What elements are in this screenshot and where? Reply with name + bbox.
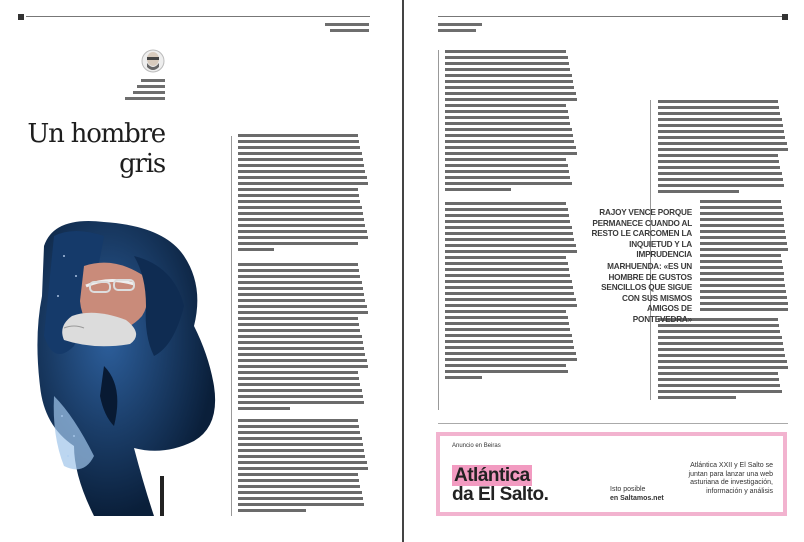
article-title xyxy=(27,119,165,179)
text-line xyxy=(238,242,358,245)
title-line: gris xyxy=(119,149,165,179)
text-line xyxy=(445,146,576,149)
text-line xyxy=(445,376,482,379)
author-role xyxy=(125,97,165,100)
text-line xyxy=(238,461,367,464)
text-line xyxy=(445,352,576,355)
text-line xyxy=(700,200,781,203)
text-line xyxy=(658,136,785,139)
text-line xyxy=(658,348,784,351)
text-line xyxy=(238,401,364,404)
text-line xyxy=(238,449,364,452)
text-line xyxy=(238,224,365,227)
text-line xyxy=(445,328,570,331)
text-line xyxy=(238,134,358,137)
text-line xyxy=(238,503,364,506)
text-line xyxy=(238,425,359,428)
text-line xyxy=(445,316,568,319)
text-line xyxy=(658,342,783,345)
text-line xyxy=(658,384,780,387)
text-line xyxy=(238,407,290,410)
text-line xyxy=(238,170,365,173)
text-line xyxy=(658,190,739,193)
text-line xyxy=(445,220,570,223)
text-line xyxy=(238,371,358,374)
text-line xyxy=(238,395,363,398)
text-line xyxy=(238,287,363,290)
page-spine xyxy=(402,0,404,542)
page-marker xyxy=(782,14,788,20)
author-name xyxy=(141,79,165,82)
text-line xyxy=(445,310,566,313)
text-line xyxy=(238,383,360,386)
text-line xyxy=(658,154,778,157)
text-line xyxy=(238,365,368,368)
text-line xyxy=(445,134,573,137)
text-line xyxy=(445,128,572,131)
text-line xyxy=(238,317,358,320)
text-line xyxy=(238,341,363,344)
text-line xyxy=(658,148,788,151)
text-line xyxy=(238,419,358,422)
text-line xyxy=(445,340,573,343)
text-line xyxy=(445,226,572,229)
author-avatar xyxy=(141,49,165,75)
text-line xyxy=(238,347,364,350)
advert-box[interactable] xyxy=(436,432,787,516)
text-line xyxy=(700,278,784,281)
text-line xyxy=(700,236,786,239)
text-line xyxy=(445,232,573,235)
text-line xyxy=(445,358,577,361)
text-line xyxy=(700,302,788,305)
page-marker xyxy=(18,14,24,20)
pull-quote: RAJOY VENCE PORQUE PERMANECE CUANDO AL RESTO LE CARCOMEN LA INQUIETUD Y LA IMPRUDENCIA xyxy=(591,208,692,260)
text-line xyxy=(238,437,362,440)
text-line xyxy=(238,218,364,221)
text-line xyxy=(238,152,362,155)
text-line xyxy=(658,390,782,393)
advert-middle-line: Isto posible xyxy=(610,486,646,493)
text-line xyxy=(238,158,363,161)
text-line xyxy=(445,214,569,217)
ad-separator xyxy=(438,423,788,424)
text-line xyxy=(700,284,785,287)
text-line xyxy=(445,370,568,373)
text-line xyxy=(658,142,787,145)
text-line xyxy=(238,377,359,380)
text-line xyxy=(658,372,778,375)
section-tag xyxy=(330,29,369,32)
text-line xyxy=(238,293,364,296)
top-rule xyxy=(26,16,370,17)
caricature-illustration xyxy=(34,216,220,518)
text-line xyxy=(658,166,780,169)
text-line xyxy=(445,346,574,349)
text-line xyxy=(238,194,359,197)
text-line xyxy=(700,248,788,251)
text-line xyxy=(238,146,360,149)
text-line xyxy=(445,68,570,71)
title-line: Un hombre xyxy=(27,119,165,149)
text-line xyxy=(445,256,566,259)
column-rule xyxy=(231,136,232,516)
text-line xyxy=(445,274,570,277)
text-line xyxy=(700,308,788,311)
text-line xyxy=(238,275,360,278)
text-line xyxy=(238,164,364,167)
text-line xyxy=(445,304,577,307)
text-line xyxy=(445,110,568,113)
text-line xyxy=(658,118,782,121)
text-line xyxy=(445,152,577,155)
text-line xyxy=(238,497,363,500)
text-line xyxy=(445,56,568,59)
text-line xyxy=(658,184,784,187)
column-rule xyxy=(438,50,439,410)
text-line xyxy=(238,491,362,494)
text-line xyxy=(445,158,566,161)
text-line xyxy=(445,80,573,83)
text-line xyxy=(238,236,368,239)
advert-link[interactable]: en Saltamos.net xyxy=(610,494,664,502)
text-line xyxy=(658,124,783,127)
text-line xyxy=(238,248,274,251)
body-text-column xyxy=(445,50,577,194)
text-line xyxy=(238,281,362,284)
text-line xyxy=(445,164,568,167)
text-line xyxy=(445,188,511,191)
author-name xyxy=(137,85,165,88)
text-line xyxy=(445,292,574,295)
text-line xyxy=(700,224,784,227)
text-line xyxy=(238,431,360,434)
text-line xyxy=(238,353,365,356)
text-line xyxy=(445,238,574,241)
text-line xyxy=(238,182,368,185)
text-line xyxy=(238,176,367,179)
text-line xyxy=(658,330,780,333)
text-line xyxy=(445,364,566,367)
text-line xyxy=(238,299,365,302)
text-line xyxy=(445,116,569,119)
text-line xyxy=(445,98,577,101)
text-line xyxy=(658,106,779,109)
text-line xyxy=(700,260,782,263)
text-line xyxy=(445,92,576,95)
text-line xyxy=(700,296,787,299)
text-line xyxy=(238,230,367,233)
text-line xyxy=(445,280,572,283)
body-text-column xyxy=(238,419,368,515)
text-line xyxy=(700,272,784,275)
text-line xyxy=(658,130,784,133)
text-line xyxy=(238,140,359,143)
text-line xyxy=(445,298,576,301)
text-line xyxy=(658,360,787,363)
advert-brand-line: Atlántica xyxy=(454,465,530,486)
text-line xyxy=(445,262,568,265)
body-text-column xyxy=(238,134,368,254)
text-line xyxy=(700,230,785,233)
body-text-column xyxy=(238,263,368,413)
text-line xyxy=(238,335,362,338)
text-line xyxy=(445,286,573,289)
text-line xyxy=(445,50,566,53)
text-line xyxy=(238,311,368,314)
text-line xyxy=(238,263,358,266)
advert-kicker: Anuncio en Beiras xyxy=(452,443,501,449)
text-line xyxy=(445,268,569,271)
text-line xyxy=(238,212,363,215)
text-line xyxy=(238,323,359,326)
text-line xyxy=(700,218,784,221)
text-line xyxy=(445,74,572,77)
body-text-column xyxy=(658,318,788,402)
section-tag xyxy=(438,23,482,26)
text-line xyxy=(238,389,362,392)
text-line xyxy=(445,322,569,325)
text-line xyxy=(238,329,360,332)
text-line xyxy=(700,290,786,293)
text-line xyxy=(238,206,362,209)
advert-brand xyxy=(452,466,548,504)
author-role xyxy=(133,91,165,94)
text-line xyxy=(658,354,785,357)
text-line xyxy=(238,305,367,308)
text-line xyxy=(658,336,782,339)
advert-text: Atlántica XXII y El Salto se juntan para lanzar una web asturiana de investigación, información y análisis xyxy=(688,462,773,495)
section-tag xyxy=(438,29,476,32)
text-line xyxy=(700,254,781,257)
text-line xyxy=(238,188,358,191)
text-line xyxy=(238,473,358,476)
text-line xyxy=(658,178,783,181)
text-line xyxy=(445,244,576,247)
text-line xyxy=(238,455,365,458)
pull-quote: MARHUENDA: «ES UN HOMBRE DE GUSTOS SENCILLOS QUE SIGUE CON SUS MISMOS AMIGOS DE PONTEVEDRA» xyxy=(601,262,692,324)
text-line xyxy=(700,242,787,245)
text-line xyxy=(445,104,566,107)
text-line xyxy=(445,140,574,143)
text-line xyxy=(238,509,306,512)
text-line xyxy=(445,250,577,253)
section-tag xyxy=(325,23,369,26)
text-line xyxy=(658,378,779,381)
text-line xyxy=(238,479,359,482)
text-line xyxy=(238,200,360,203)
text-line xyxy=(658,160,779,163)
body-text-column xyxy=(700,200,788,314)
text-line xyxy=(658,172,782,175)
advert-middle xyxy=(610,486,664,503)
text-line xyxy=(445,202,566,205)
text-line xyxy=(700,266,783,269)
text-line xyxy=(658,112,780,115)
text-line xyxy=(445,208,568,211)
text-line xyxy=(238,467,368,470)
text-line xyxy=(445,176,570,179)
text-line xyxy=(445,62,569,65)
text-line xyxy=(700,212,783,215)
text-line xyxy=(445,182,572,185)
text-line xyxy=(658,100,778,103)
text-line xyxy=(238,443,363,446)
text-line xyxy=(445,170,569,173)
top-rule xyxy=(438,16,782,17)
text-line xyxy=(238,359,367,362)
text-line xyxy=(658,366,788,369)
text-line xyxy=(700,206,782,209)
text-line xyxy=(238,269,359,272)
body-text-column xyxy=(445,202,577,382)
text-line xyxy=(445,334,572,337)
text-line xyxy=(238,485,360,488)
text-line xyxy=(658,396,736,399)
text-line xyxy=(445,86,574,89)
body-text-column xyxy=(658,100,788,196)
advert-brand-line: da El Salto. xyxy=(452,484,549,505)
text-line xyxy=(445,122,570,125)
